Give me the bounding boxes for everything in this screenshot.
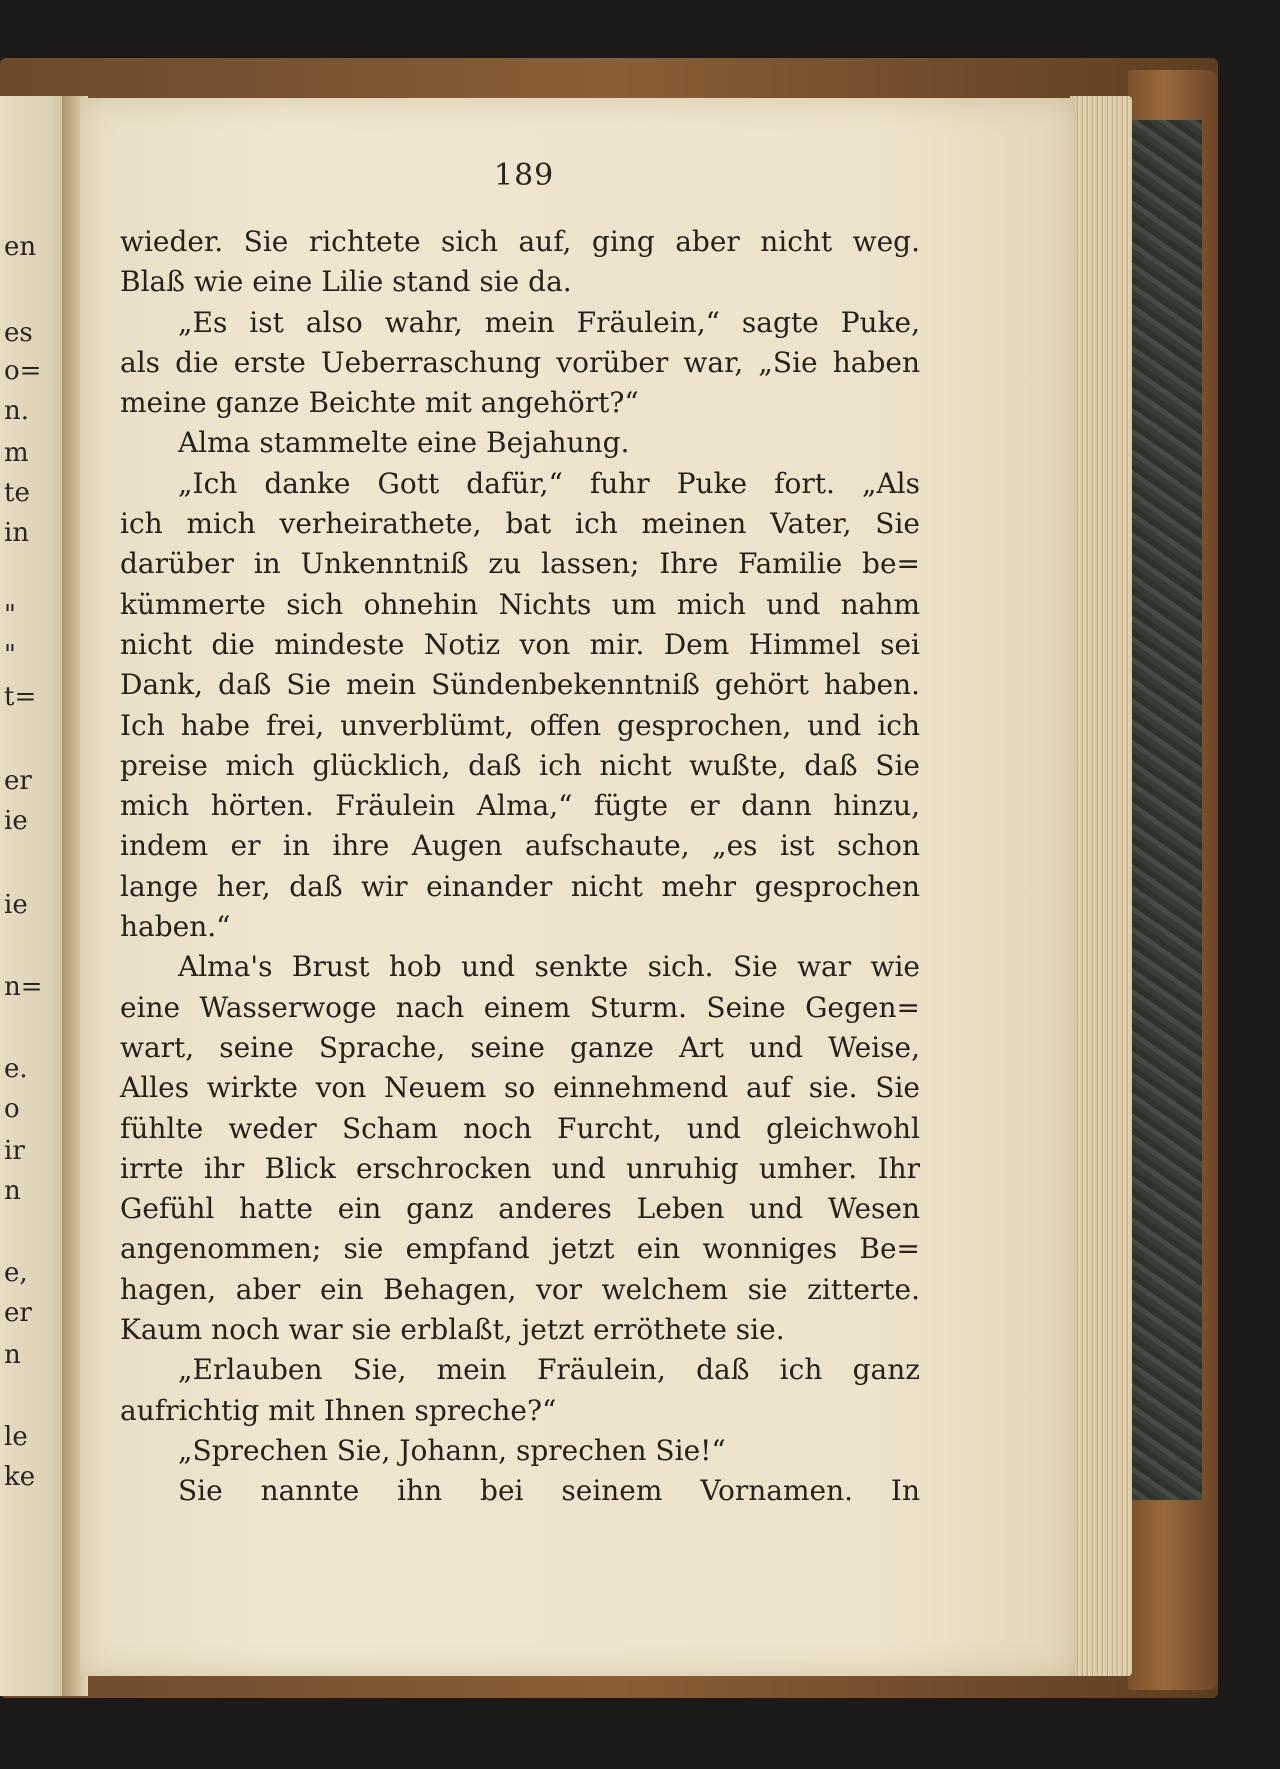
text-line: wieder. Sie richtete sich auf, ging aber nicht weg.	[120, 225, 920, 258]
left-page-fragment: ie	[4, 890, 28, 920]
left-page-fragment: in	[4, 518, 30, 548]
left-page-fragment: e.	[4, 1054, 28, 1084]
text-line: lange her, daß wir einander nicht mehr gesprochen	[120, 869, 920, 903]
left-page-fragment: le	[4, 1422, 28, 1452]
text-line: preise mich glücklich, daß ich nicht wußte, daß Sie	[120, 748, 920, 782]
text-line: „Sprechen Sie, Johann, sprechen Sie!“	[178, 1433, 726, 1467]
left-page-fragment: n	[4, 1176, 21, 1206]
left-page-fragment: en	[4, 232, 37, 262]
text-line: Blaß wie eine Lilie stand sie da.	[120, 265, 572, 299]
left-page-fragment: n	[4, 1340, 21, 1370]
left-page-fragment: ie	[4, 806, 28, 836]
text-line: darüber in Unkenntniß zu lassen; Ihre Familie be=	[120, 547, 920, 581]
text-line: Sie nannte ihn bei seinem Vornamen. In	[178, 1474, 920, 1508]
text-line: meine ganze Beichte mit angehört?“	[120, 386, 639, 420]
text-line: fühlte weder Scham noch Furcht, und gleichwohl	[120, 1111, 920, 1145]
text-line: ich mich verheirathete, bat ich meinen Vater, Sie	[120, 507, 920, 541]
text-line: Gefühl hatte ein ganz anderes Leben und Wesen	[120, 1192, 920, 1226]
left-page-fragment: ir	[4, 1136, 25, 1166]
text-line: Alles wirkte von Neuem so einnehmend auf sie. Sie	[120, 1071, 920, 1105]
text-line: haben.“	[120, 910, 231, 944]
left-page-fragment: er	[4, 766, 32, 796]
left-page-fragment: "	[4, 640, 16, 670]
left-page-fragment: ke	[4, 1462, 36, 1492]
left-page-fragment: e,	[4, 1258, 28, 1288]
text-line: angenommen; sie empfand jetzt ein wonniges Be=	[120, 1232, 920, 1266]
text-line: Alma stammelte eine Bejahung.	[178, 426, 630, 460]
marbled-cover-paper	[1132, 120, 1202, 1500]
text-line: Kaum noch war sie erblaßt, jetzt erröthete sie.	[120, 1313, 785, 1347]
text-line: aufrichtig mit Ihnen spreche?“	[120, 1393, 557, 1427]
left-page-fragment: er	[4, 1298, 32, 1328]
left-page-fragment: n.	[4, 396, 30, 426]
left-page-text-fragments	[0, 0, 43, 1769]
text-line: „Erlauben Sie, mein Fräulein, daß ich ganz	[178, 1353, 920, 1387]
text-line: mich hörten. Fräulein Alma,“ fügte er dann hinzu,	[120, 789, 920, 823]
page-edges	[1070, 96, 1132, 1676]
text-line: „Es ist also wahr, mein Fräulein,“ sagte Puke,	[178, 305, 920, 339]
text-line: Ich habe frei, unverblümt, offen gesprochen, und ich	[120, 708, 920, 742]
left-page-fragment: te	[4, 478, 30, 508]
text-line: kümmerte sich ohnehin Nichts um mich und nahm	[120, 587, 920, 621]
left-page-fragment: t=	[4, 682, 37, 712]
text-line: „Ich danke Gott dafür,“ fuhr Puke fort. „Als	[178, 466, 920, 500]
text-line: Alma's Brust hob und senkte sich. Sie war wie	[178, 950, 920, 984]
text-line: irrte ihr Blick erschrocken und unruhig umher. Ihr	[120, 1151, 920, 1185]
left-page-fragment: "	[4, 600, 16, 630]
text-line: eine Wasserwoge nach einem Sturm. Seine Gegen=	[120, 990, 920, 1024]
text-line: als die erste Ueberraschung vorüber war, „Sie haben	[120, 345, 920, 379]
left-page-fragment: n=	[4, 972, 43, 1002]
left-page-fragment: es	[4, 318, 33, 348]
page-number: 189	[494, 158, 555, 193]
left-page-fragment: m	[4, 438, 29, 468]
left-page-fragment: o=	[4, 356, 42, 386]
text-line: Dank, daß Sie mein Sündenbekenntniß gehört haben.	[120, 668, 920, 702]
text-line: indem er in ihre Augen aufschaute, „es ist schon	[120, 829, 920, 863]
text-line: hagen, aber ein Behagen, vor welchem sie zitterte.	[120, 1272, 920, 1306]
left-page-fragment: o	[4, 1094, 20, 1124]
page-text	[120, 222, 920, 1512]
text-line: wart, seine Sprache, seine ganze Art und Weise,	[120, 1030, 920, 1064]
text-line: nicht die mindeste Notiz von mir. Dem Himmel sei	[120, 627, 920, 661]
